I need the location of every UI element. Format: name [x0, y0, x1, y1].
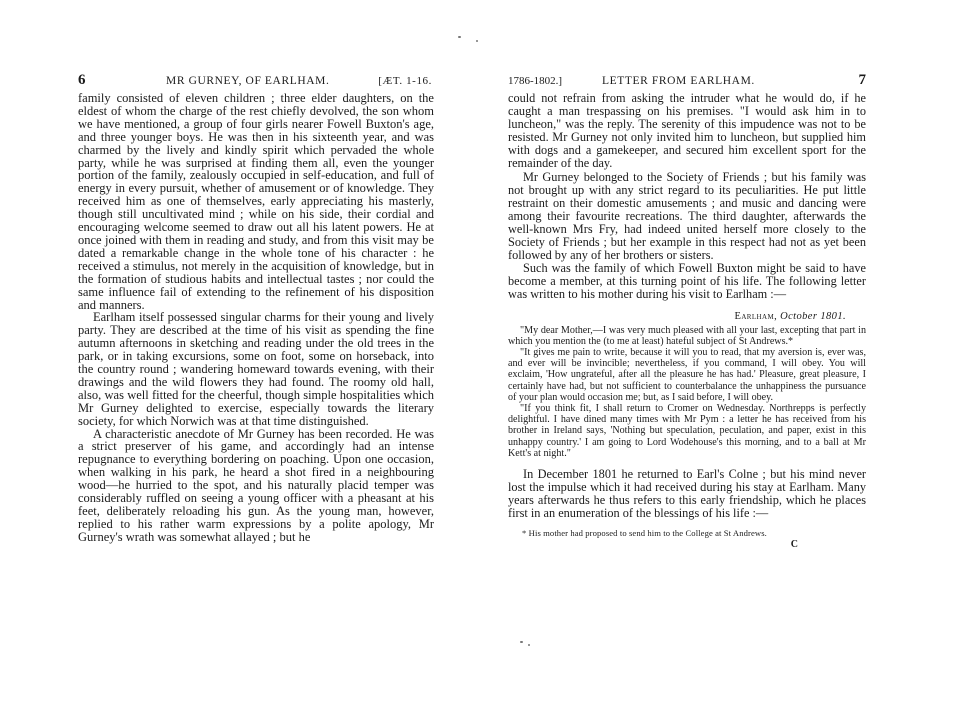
left-paragraph-2: Earlham itself possessed singular charms for their young and lively party. They are described at the time of his visit as spending the fine autumn afternoons in sketching and reading under the old trees in the park, or in taking excursions, some on foot, some on horseback, into the country round ; wandering homeward towards evening, with their drawings and the wild flowers they had found. The roomy old hall, also, was well fitted for the cheerful, though simple hospitalities which Mr Gurney delighted to exercise, especially towards the literary society, for which Norwich was at that time distinguished.: [78, 310, 434, 428]
right-running-head: [508, 70, 866, 92]
right-page-number: 7: [858, 72, 866, 88]
right-page: [508, 70, 866, 551]
scan-speck: [458, 36, 461, 38]
right-paragraph-2: Mr Gurney belonged to the Society of Friends ; but his family was not brought up with any strict regard to its peculiarities. He put little restraint on their domestic amusements ; and music and dancing were among their favourite recreations. The third daughter, afterwards the well-known Mrs Fry, had indeed united herself more closely to the Society of Friends ; but her example in this respect had not as yet been followed by any of her brothers or sisters.: [508, 169, 866, 263]
scan-speck: [528, 644, 530, 646]
dateline-date: October 1801.: [780, 310, 846, 322]
right-page-range: 1786-1802.]: [508, 75, 563, 87]
left-running-title: MR GURNEY, OF EARLHAM.: [166, 75, 330, 87]
left-page-number: 6: [78, 72, 86, 88]
right-paragraph-3: Such was the family of which Fowell Buxton might be said to have become a member, at this turning point of his life. The following letter was written to his mother during his visit to Earlham :—: [508, 261, 866, 302]
left-paragraph-3: A characteristic anecdote of Mr Gurney has been recorded. He was a strict preserver of his game, and accordingly had an intense repugnance to everything bordering on poaching. Upon one occasion, when walking in his park, he heard a shot fired in a neighbouring wood—he hurried to the spot, and his naturally placid temper was considerably ruffled on seeing a young officer with a pheasant at his feet, deliberately reloading his gun. As the young man, however, replied to his rather warm expressions by a polite apology, Mr Gurney's wrath was somewhat allayed ; but he: [78, 426, 434, 544]
letter-quote: [508, 325, 866, 459]
scan-speck: [476, 40, 478, 42]
left-page: [78, 70, 434, 544]
after-letter-text: [508, 468, 866, 520]
right-running-title: LETTER FROM EARLHAM.: [602, 75, 755, 87]
left-running-head: [78, 70, 434, 92]
scan-speck: [520, 641, 523, 643]
dateline-place: Earlham,: [734, 310, 778, 322]
left-body-text: [78, 92, 434, 544]
right-body-text: [508, 92, 866, 302]
letter-paragraph-1: "My dear Mother,—I was very much pleased with all your last, excepting that part in which you mention the (to me at least) hateful subject of St Andrews.*: [508, 324, 866, 347]
left-paragraph-1: family consisted of eleven children ; three elder daughters, on the eldest of whom the charge of the rest chiefly devolved, the son whom we have mentioned, a group of four girls nearer Fowell Buxton's age, and three younger boys. He was then in his sixteenth year, and was charmed by the lively and kindly spirit which pervaded the whole party, while he was surprised at finding them all, even the younger portion of the family, zealously occupied in self-education, and full of energy in every pursuit, whether of amusement or of knowledge. They received him as one of themselves, early appreciating his masterly, though still uncultivated mind ; while on his side, their cordial and encouraging welcome seemed to draw out all his latent powers. He at once joined with them in reading and study, and from this visit may be dated a remarkable change in the whole tone of his character : he received a stimulus, not merely in the acquisition of knowledge, but in the formation of studious habits and intellectual tastes ; nor could the same influence fail of extending to the refinement of his disposition and manners.: [78, 91, 434, 312]
letter-paragraph-3: "If you think fit, I shall return to Cromer on Wednesday. Northrepps is perfectly delightful. I have dined many times with Mr Pym : a letter he has received from his brother in Ireland says, 'Nothing but speculation, peculation, and paper, exist in this unhappy country.' I am going to Lord Wodehouse's this morning, and to a ball at Mr Kett's at night.": [508, 402, 866, 459]
right-paragraph-1: could not refrain from asking the intruder what he would do, if he caught a man trespassing on his premises. "I would ask him in to luncheon," was the reply. The serenity of this impudence was not to be resisted. Mr Gurney not only invited him to luncheon, but supplied him with dogs and a gamekeeper, and secured him excellent sport for the remainder of the day.: [508, 91, 866, 171]
letter-paragraph-2: "It gives me pain to write, because it will you to read, that my aversion is, ever was, and ever will be invincible; nevertheless, if you command, I will obey. You will exclaim, 'How ungrateful, after all the pleasure he has had.' Pleasure, great pleasure, I certainly have had, but not sufficient to counterbalance the unhappiness the pursuance of your plan would occasion me; but, as I said before, I will obey.: [508, 346, 866, 403]
letter-dateline: [508, 310, 846, 324]
left-page-range: [ÆT. 1-16.: [378, 75, 432, 87]
signature-mark: C: [790, 539, 798, 551]
right-paragraph-4: In December 1801 he returned to Earl's Colne ; but his mind never lost the impulse which it had received during his stay at Earlham. Many years afterwards he thus refers to this early friendship, which he places first in an enumeration of the blessings of his life :—: [508, 466, 866, 521]
footnote: * His mother had proposed to send him to the College at St Andrews.: [522, 528, 767, 539]
